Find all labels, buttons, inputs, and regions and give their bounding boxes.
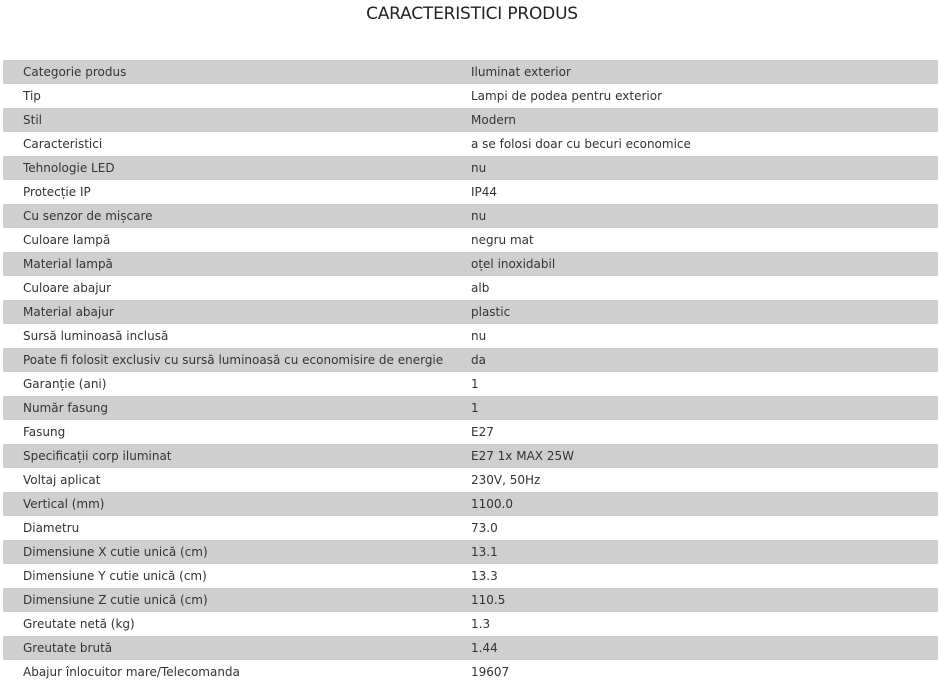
table-row	[3, 156, 938, 180]
row-value: 73.0	[451, 516, 938, 540]
row-label: Culoare abajur	[3, 276, 451, 300]
table-row	[3, 564, 938, 588]
row-value: nu	[451, 204, 938, 228]
row-label: Abajur înlocuitor mare/Telecomanda	[3, 660, 451, 684]
row-label: Culoare lampă	[3, 228, 451, 252]
spec-table-body	[3, 60, 938, 684]
row-value: 1	[451, 396, 938, 420]
table-row	[3, 324, 938, 348]
table-row	[3, 252, 938, 276]
row-label: Material abajur	[3, 300, 451, 324]
spec-table	[3, 60, 938, 684]
row-value: Lampi de podea pentru exterior	[451, 84, 938, 108]
row-label: Greutate netă (kg)	[3, 612, 451, 636]
row-value: plastic	[451, 300, 938, 324]
row-value: da	[451, 348, 938, 372]
row-label: Caracteristici	[3, 132, 451, 156]
row-label: Dimensiune Y cutie unică (cm)	[3, 564, 451, 588]
row-value: negru mat	[451, 228, 938, 252]
row-label: Dimensiune X cutie unică (cm)	[3, 540, 451, 564]
row-value: nu	[451, 156, 938, 180]
table-row	[3, 468, 938, 492]
row-value: IP44	[451, 180, 938, 204]
row-label: Material lampă	[3, 252, 451, 276]
row-value: alb	[451, 276, 938, 300]
table-row	[3, 396, 938, 420]
row-label: Poate fi folosit exclusiv cu sursă luminoasă cu economisire de energie	[3, 348, 451, 372]
table-row	[3, 636, 938, 660]
table-row	[3, 516, 938, 540]
row-label: Fasung	[3, 420, 451, 444]
row-value: oțel inoxidabil	[451, 252, 938, 276]
row-label: Vertical (mm)	[3, 492, 451, 516]
table-row	[3, 612, 938, 636]
row-value: nu	[451, 324, 938, 348]
table-row	[3, 420, 938, 444]
row-value: 1	[451, 372, 938, 396]
table-row	[3, 540, 938, 564]
row-value: 13.3	[451, 564, 938, 588]
row-value: E27 1x MAX 25W	[451, 444, 938, 468]
row-value: 110.5	[451, 588, 938, 612]
row-value: Modern	[451, 108, 938, 132]
row-label: Diametru	[3, 516, 451, 540]
page-title: CARACTERISTICI PRODUS	[366, 4, 578, 24]
table-row	[3, 108, 938, 132]
table-row	[3, 60, 938, 84]
table-row	[3, 660, 938, 684]
row-label: Categorie produs	[3, 60, 451, 84]
table-row	[3, 132, 938, 156]
row-value: 1.44	[451, 636, 938, 660]
row-label: Voltaj aplicat	[3, 468, 451, 492]
row-label: Protecție IP	[3, 180, 451, 204]
table-row	[3, 588, 938, 612]
row-label: Stil	[3, 108, 451, 132]
row-value: a se folosi doar cu becuri economice	[451, 132, 938, 156]
table-row	[3, 348, 938, 372]
row-value: 230V, 50Hz	[451, 468, 938, 492]
row-label: Specificații corp iluminat	[3, 444, 451, 468]
row-value: 19607	[451, 660, 938, 684]
row-label: Sursă luminoasă inclusă	[3, 324, 451, 348]
table-row	[3, 300, 938, 324]
row-label: Număr fasung	[3, 396, 451, 420]
table-row	[3, 204, 938, 228]
row-label: Greutate brută	[3, 636, 451, 660]
table-row	[3, 180, 938, 204]
table-row	[3, 492, 938, 516]
row-value: 13.1	[451, 540, 938, 564]
table-row	[3, 276, 938, 300]
table-row	[3, 444, 938, 468]
row-label: Tip	[3, 84, 451, 108]
table-row	[3, 84, 938, 108]
row-label: Cu senzor de mișcare	[3, 204, 451, 228]
table-row	[3, 228, 938, 252]
row-label: Dimensiune Z cutie unică (cm)	[3, 588, 451, 612]
row-value: 1100.0	[451, 492, 938, 516]
row-label: Garanție (ani)	[3, 372, 451, 396]
row-value: 1.3	[451, 612, 938, 636]
row-value: Iluminat exterior	[451, 60, 938, 84]
row-value: E27	[451, 420, 938, 444]
row-label: Tehnologie LED	[3, 156, 451, 180]
table-row	[3, 372, 938, 396]
